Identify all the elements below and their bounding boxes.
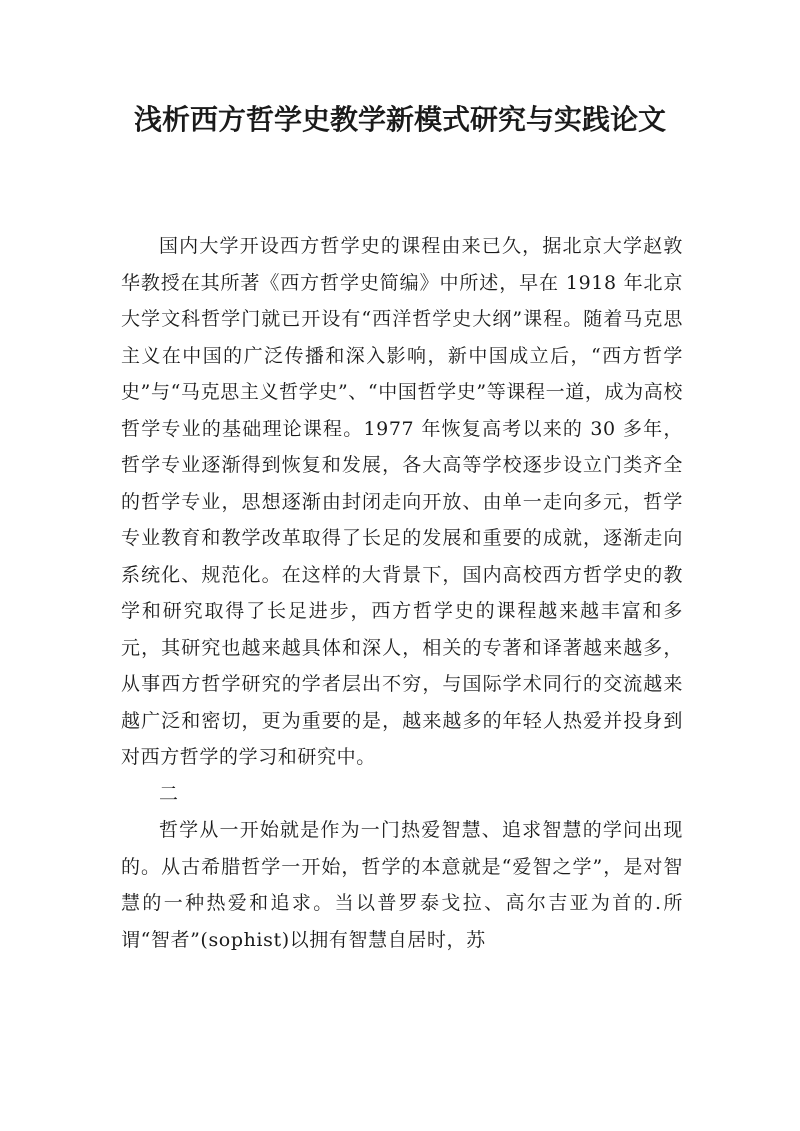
paragraph: 国内大学开设西方哲学史的课程由来已久，据北京大学赵敦华教授在其所著《西方哲学史简编》中所述，早在 1918 年北京大学文科哲学门就已开设有“西洋哲学史大纲”课程。随着马克思主义在中国的广泛传播和深入影响，新中国成立后，“西方哲学史”与“马克思主义哲学史”、“中国哲学史”等课程一道，成为高校哲学专业的基础理论课程。1977 年恢复高考以来的 30 多年，哲学专业逐渐得到恢复和发展，各大高等学校逐步设立门类齐全的哲学专业，思想逐渐由封闭走向开放、由单一走向多元，哲学专业教育和教学改革取得了长足的发展和重要的成就，逐渐走向系统化、规范化。在这样的大背景下，国内高校西方哲学史的教学和研究取得了长足进步，西方哲学史的课程越来越丰富和多元，其研究也越来越具体和深人，相关的专著和译著越来越多，从事西方哲学研究的学者层出不穷，与国际学术同行的交流越来越广泛和密切，更为重要的是，越来越多的年轻人热爱并投身到对西方哲学的学习和研究中。 — [121, 235, 683, 768]
document-title: 浅析西方哲学史教学新模式研究与实践论文 — [133, 103, 666, 136]
document-body — [121, 228, 683, 958]
paragraph: 哲学从一开始就是作为一门热爱智慧、追求智慧的学问出现的。从古希腊哲学一开始，哲学的本意就是“爱智之学”，是对智慧的一种热爱和追求。当以普罗泰戈拉、高尔吉亚为首的.所谓“智者”(sophist)以拥有智慧自居时，苏 — [121, 819, 683, 951]
section-heading: 二 — [159, 782, 179, 805]
